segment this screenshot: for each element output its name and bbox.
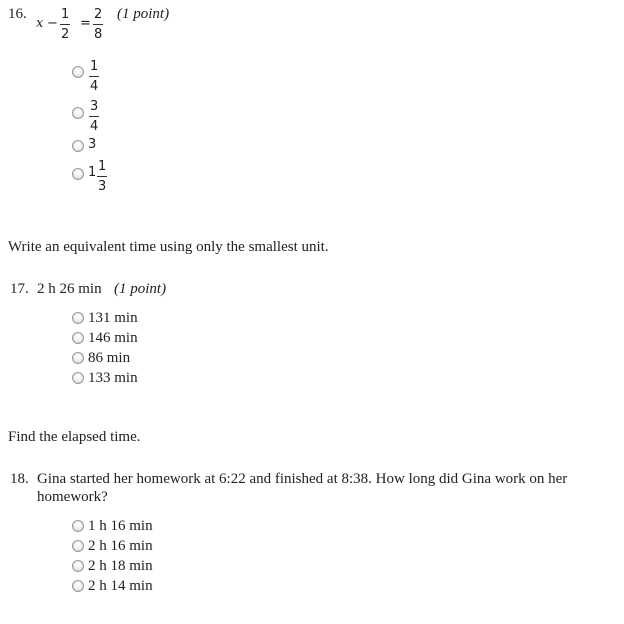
instruction-text: Find the elapsed time. — [8, 429, 141, 445]
radio-button[interactable] — [72, 332, 84, 344]
radio-button[interactable] — [72, 107, 84, 119]
fraction-numerator: 3 — [90, 99, 99, 114]
fraction-bar — [89, 116, 99, 117]
option-label: 2 h 14 min — [88, 578, 153, 594]
option-label: 3 — [88, 137, 97, 152]
fraction-bar — [93, 24, 103, 25]
fraction-numerator: 1 — [61, 7, 70, 22]
option-label: 133 min — [88, 370, 138, 386]
option-label: 131 min — [88, 310, 138, 326]
fraction-numerator: 2 — [94, 7, 103, 22]
equation-rhs-fraction — [93, 7, 103, 43]
radio-button[interactable] — [72, 140, 84, 152]
radio-button[interactable] — [72, 66, 84, 78]
question-17-points: (1 point) — [114, 281, 167, 297]
question-18-prompt-line-2: homework? — [37, 489, 108, 505]
option-label: 146 min — [88, 330, 138, 346]
radio-button[interactable] — [72, 580, 84, 592]
radio-button[interactable] — [72, 312, 84, 324]
radio-button[interactable] — [72, 372, 84, 384]
fraction-bar — [89, 76, 99, 77]
equation-variable: x — [36, 16, 44, 31]
equation-minus: − — [47, 16, 58, 31]
question-16-points: (1 point) — [117, 6, 170, 22]
option-label: 1 h 16 min — [88, 518, 153, 534]
fraction-denominator: 2 — [61, 27, 70, 42]
option-fraction — [89, 99, 99, 135]
fraction-denominator: 3 — [98, 179, 107, 194]
fraction-bar — [97, 176, 107, 177]
mixed-whole: 1 — [88, 165, 97, 180]
question-17-number: 17. — [10, 281, 29, 297]
option-label: 2 h 18 min — [88, 558, 153, 574]
question-18-prompt-line-1: Gina started her homework at 6:22 and finished at 8:38. How long did Gina work on her — [37, 471, 568, 487]
radio-button[interactable] — [72, 540, 84, 552]
question-18-number: 18. — [10, 471, 29, 487]
fraction-numerator: 1 — [90, 59, 99, 74]
radio-button[interactable] — [72, 168, 84, 180]
fraction-numerator: 1 — [98, 159, 107, 174]
radio-button[interactable] — [72, 560, 84, 572]
radio-button[interactable] — [72, 352, 84, 364]
fraction-bar — [60, 24, 70, 25]
radio-button[interactable] — [72, 520, 84, 532]
fraction-denominator: 8 — [94, 27, 103, 42]
option-fraction — [97, 159, 107, 195]
fraction-denominator: 4 — [90, 119, 99, 134]
option-label: 86 min — [88, 350, 131, 366]
option-fraction — [89, 59, 99, 95]
instruction-text: Write an equivalent time using only the smallest unit. — [8, 239, 329, 255]
fraction-denominator: 4 — [90, 79, 99, 94]
question-16-number: 16. — [8, 6, 27, 22]
question-17-prompt: 2 h 26 min — [37, 281, 102, 297]
option-label: 2 h 16 min — [88, 538, 153, 554]
equation-lhs-fraction — [60, 7, 70, 43]
equation-equals: = — [80, 16, 91, 31]
